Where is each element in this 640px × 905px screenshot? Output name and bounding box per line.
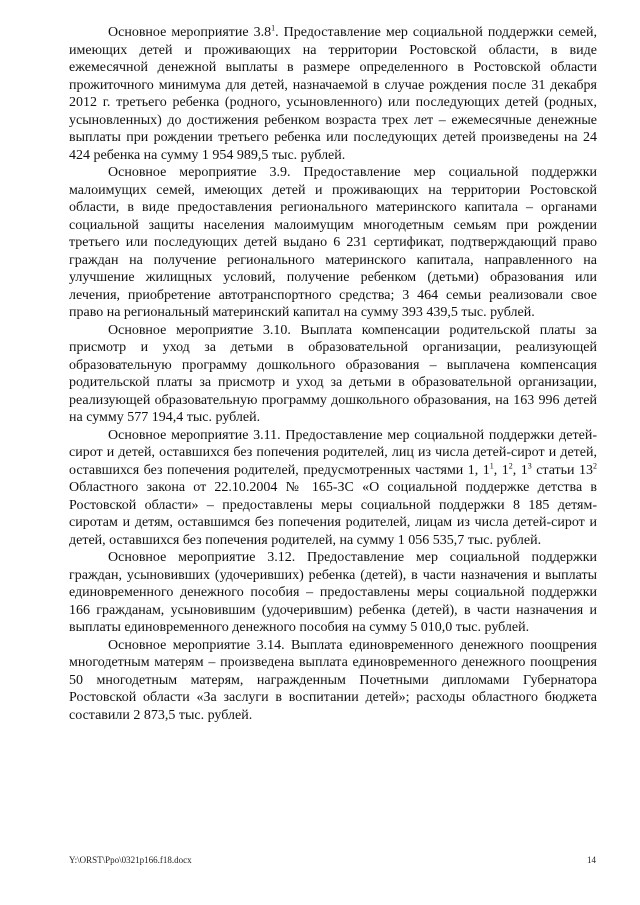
- paragraph-text: , 1: [512, 462, 528, 478]
- paragraph-text: Основное мероприятие 3.11. Предоставление мер социальной поддержки детей-сирот и детей, оставшихся без попечения родителей, лиц из числа детей-сирот и детей, оставшихся без попечения родителей, предусмотренных частями 1, 1: [69, 427, 597, 478]
- superscript: 3: [527, 460, 532, 470]
- paragraph-text: Областного закона от 22.10.2004 № 165-ЗС «О социальной поддержке детства в Ростовской области» – предоставлены меры социальной поддержки 8 185 детям-сиротам и детям, оставшимся без попечения родителей, лицам из числа детей-сирот и детей, оставшихся без попечения родителей, на сумму 1 056 535,7 тыс. рублей.: [69, 480, 597, 548]
- superscript: 2: [508, 460, 513, 470]
- paragraph-measure-3-9: [69, 164, 597, 322]
- page-number: 14: [587, 855, 596, 865]
- paragraph-measure-3-14: [69, 637, 597, 725]
- paragraph-text: Основное мероприятие 3.9. Предоставление мер социальной поддержки малоимущих семей, имеющих детей и проживающих на территории Ростовской области, в виде предоставления регионального материнского капитала – органами социальной защиты населения малоимущим многодетным семьям при рождении третьего или последующих детей выдано 6 231 сертификат, подтверждающий право граждан на получение регионального материнского капитала, направленного на улучшение жилищных условий, получение ребенком (детьми) образования или лечения, приобретение автотранспортного средства; 3 464 семьи реализовали свое право на региональный материнский капитал на сумму 393 439,5 тыс. рублей.: [69, 165, 597, 320]
- paragraph-measure-3-10: [69, 322, 597, 427]
- paragraph-text: . Предоставление мер социальной поддержки семей, имеющих детей и проживающих на территории Ростовской области, в виде ежемесячной денежной выплаты в размере определенного в Ростовской области прожиточного минимума для детей, назначаемой в случае рождения после 31 декабря 2012 г. третьего ребенка (родного, усыновленного) или последующих детей (родных, усыновленных) до достижения ребенком возраста трех лет – ежемесячные денежные выплаты при рождении третьего ребенка или последующих детей произведены на 24 424 ребенка на сумму 1 954 989,5 тыс. рублей.: [69, 25, 598, 163]
- paragraph-measure-3-11: [69, 427, 597, 550]
- paragraph-measure-3-8: [69, 24, 597, 164]
- superscript: 1: [489, 460, 494, 470]
- body-text: [69, 24, 597, 724]
- paragraph-text: , 1: [493, 462, 509, 478]
- paragraph-measure-3-12: [69, 549, 597, 637]
- paragraph-text: Основное мероприятие 3.10. Выплата компенсации родительской платы за присмотр и уход за детьми в образовательной организации, реализующей образовательную программу дошкольного образования – выплачена компенсация родительской платы за присмотр и уход за детьми в образовательной организации, реализующей образовательную программу дошкольного образования, на 163 996 детей на сумму 577 194,4 тыс. рублей.: [69, 322, 597, 425]
- paragraph-text: Основное мероприятие 3.14. Выплата единовременного денежного поощрения многодетным матерям – произведена выплата единовременного денежного поощрения 50 многодетным матерям, награжденным Почетными дипломами Губернатора Ростовской области «За заслуги в воспитании детей»; расходы областного бюджета составили 2 873,5 тыс. рублей.: [69, 637, 597, 723]
- paragraph-text: Основное мероприятие 3.8: [108, 25, 272, 40]
- footer-file-path: Y:\ORST\Ppo\0321p166.f18.docx: [69, 855, 192, 865]
- superscript: 2: [593, 460, 598, 470]
- paragraph-text: Основное мероприятие 3.12. Предоставление мер социальной поддержки граждан, усыновивших (удочеривших) ребенка (детей), в части назначения и выплаты единовременного денежного пособия – предоставлены меры социальной поддержки 166 гражданам, усыновившим (удочерившим) ребенка (детей), в части назначения и выплаты единовременного денежного пособия на сумму 5 010,0 тыс. рублей.: [69, 550, 597, 635]
- footnote-superscript: 1: [271, 23, 276, 33]
- paragraph-text: статьи 13: [531, 462, 594, 478]
